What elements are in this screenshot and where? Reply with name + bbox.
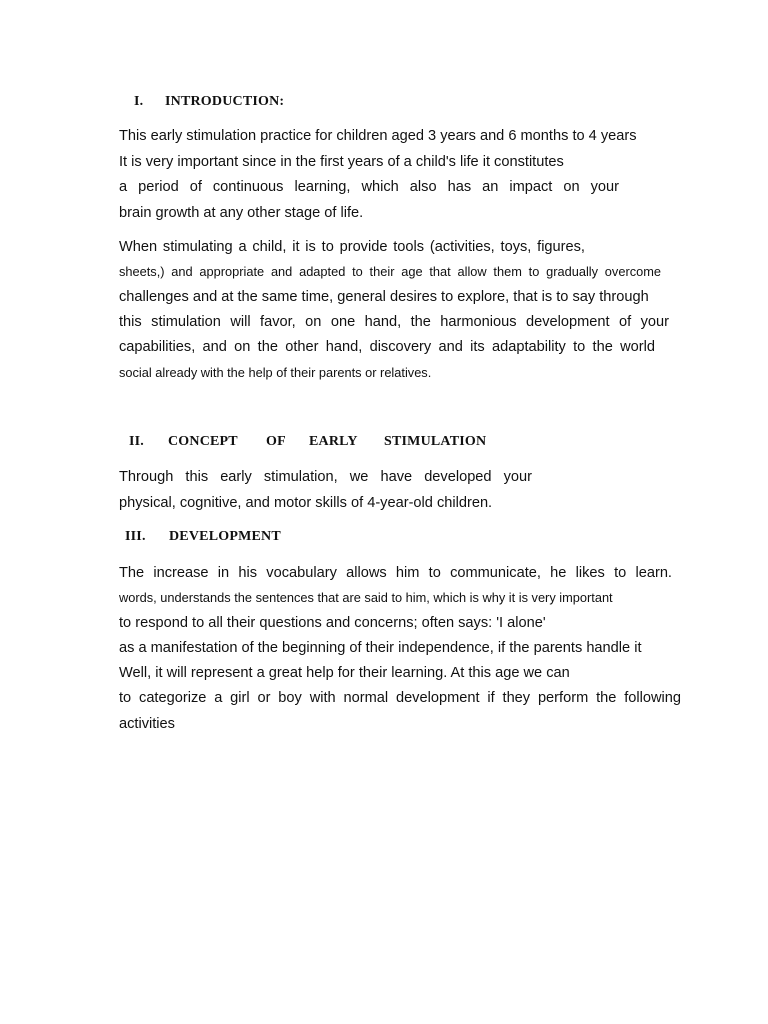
paragraph-line: physical, cognitive, and motor skills of 4-year-old children. [119, 495, 493, 511]
paragraph-line: sheets,) and appropriate and adapted to their age that allow them to gradually overcome [119, 264, 661, 279]
paragraph-line: social already with the help of their parents or relatives. [119, 365, 432, 380]
paragraph-line: to categorize a girl or boy with normal development if they perform the following [119, 690, 681, 706]
section-title-word: OF [266, 434, 286, 449]
paragraph-line: words, understands the sentences that are said to him, which is why it is very important [119, 590, 613, 605]
paragraph-line: brain growth at any other stage of life. [119, 205, 364, 221]
paragraph-line: as a manifestation of the beginning of their independence, if the parents handle it [119, 640, 642, 656]
paragraph-line: activities [119, 716, 175, 732]
section-title-word: CONCEPT [168, 434, 238, 449]
paragraph-line: It is very important since in the first years of a child's life it constitutes [119, 154, 564, 170]
paragraph-line: When stimulating a child, it is to provide tools (activities, toys, figures, [119, 239, 585, 255]
section-number: I. [134, 94, 144, 109]
paragraph-line: a period of continuous learning, which also has an impact on your [119, 179, 619, 195]
section-heading-concept [129, 434, 509, 452]
paragraph-line: capabilities, and on the other hand, discovery and its adaptability to the world [119, 339, 655, 355]
section-title: INTRODUCTION: [165, 94, 285, 109]
paragraph-line: challenges and at the same time, general desires to explore, that is to say through [119, 289, 649, 305]
section-heading-development [125, 529, 325, 547]
paragraph-line: Well, it will represent a great help for their learning. At this age we can [119, 665, 570, 681]
section-number: III. [125, 529, 146, 544]
section-number: II. [129, 434, 144, 449]
paragraph-line: this stimulation will favor, on one hand, the harmonious development of your [119, 314, 669, 330]
paragraph-line: This early stimulation practice for children aged 3 years and 6 months to 4 years [119, 128, 637, 144]
paragraph-line: The increase in his vocabulary allows him to communicate, he likes to learn. [119, 565, 672, 581]
section-title-word: STIMULATION [384, 434, 487, 449]
section-title-word: EARLY [309, 434, 358, 449]
section-heading-introduction [134, 94, 334, 112]
section-title: DEVELOPMENT [169, 529, 281, 544]
paragraph-line: to respond to all their questions and concerns; often says: 'I alone' [119, 615, 546, 631]
paragraph-line: Through this early stimulation, we have developed your [119, 469, 532, 485]
